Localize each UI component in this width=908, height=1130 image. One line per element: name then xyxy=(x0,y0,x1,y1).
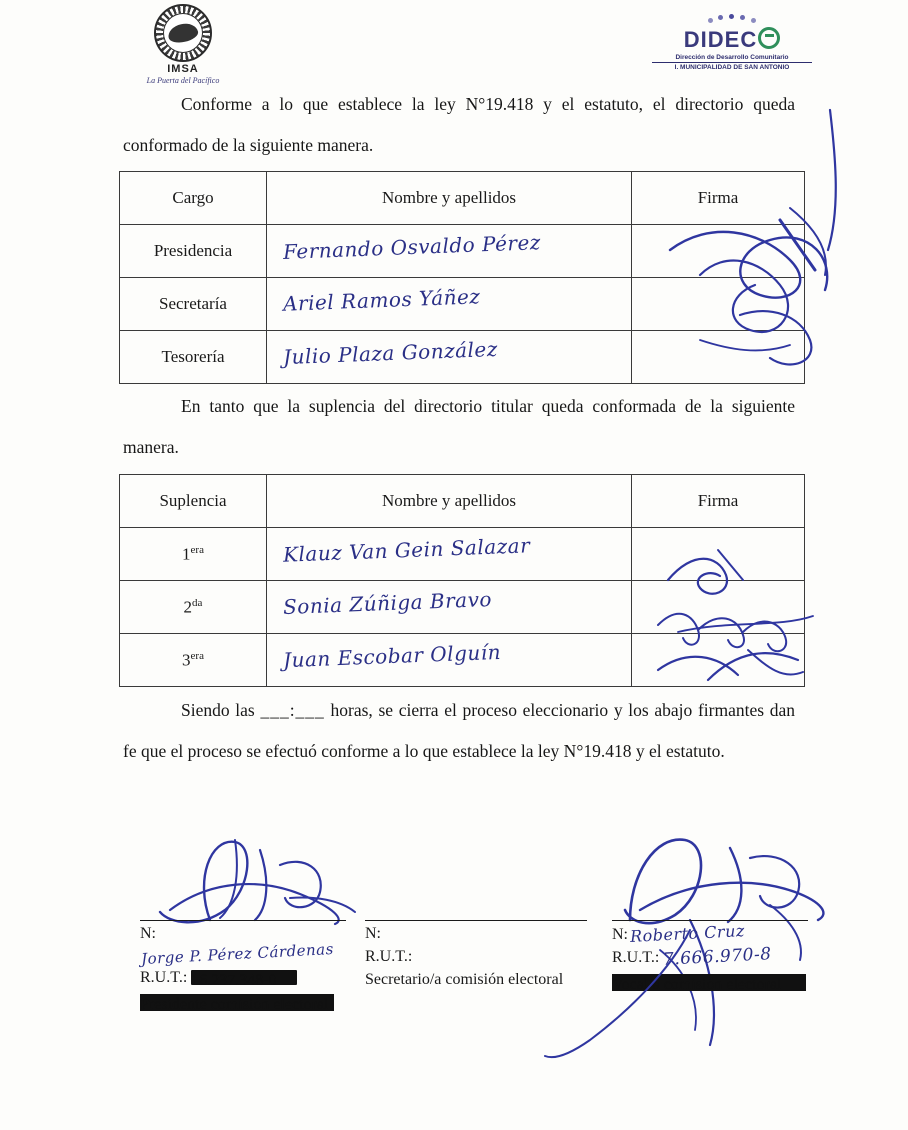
signature-role-row xyxy=(140,988,346,1011)
handwritten-name: Juan Escobar Olguín xyxy=(282,639,502,673)
signature-name-label: N: xyxy=(140,925,156,942)
paragraph-directorio xyxy=(123,84,795,166)
handwritten-signature-name: Roberto Cruz xyxy=(629,921,746,946)
handwritten-name: Fernando Osvaldo Pérez xyxy=(282,230,542,264)
col-header-cargo: Cargo xyxy=(120,172,267,225)
signature-role-row xyxy=(365,967,587,990)
signature-rut-row xyxy=(365,944,587,967)
signature-name-row xyxy=(365,921,587,944)
paragraph-suplencia-text: En tanto que la suplencia del directorio titular queda conformada de la siguiente manera. xyxy=(123,396,795,457)
signature-scribble-presidente xyxy=(140,820,370,930)
cell-nombre xyxy=(267,528,632,581)
table-suplencia xyxy=(119,474,805,687)
paragraph-suplencia xyxy=(123,386,795,468)
imsa-logo xyxy=(128,4,238,85)
table-directorio xyxy=(119,171,805,384)
redacted-role: Presidente comisión electoral xyxy=(140,994,334,1011)
handwritten-name: Julio Plaza González xyxy=(282,336,499,370)
table-row xyxy=(120,581,805,634)
dideco-subtitle-1: Dirección de Desarrollo Comunitario xyxy=(675,54,789,61)
dideco-circle-icon xyxy=(758,27,780,49)
cell-nombre xyxy=(267,225,632,278)
cell-firma xyxy=(632,225,805,278)
table-row xyxy=(120,528,805,581)
signature-role-row xyxy=(612,968,808,991)
cell-firma xyxy=(632,634,805,687)
signature-role-label: Secretario/a comisión electoral xyxy=(365,971,564,988)
dideco-logo xyxy=(652,14,812,71)
cell-nombre xyxy=(267,331,632,384)
signature-block-secretario xyxy=(365,920,587,990)
dideco-subtitle-2: I. MUNICIPALIDAD DE SAN ANTONIO xyxy=(652,62,812,71)
handwritten-rut: 7.666.970-8 xyxy=(662,944,773,970)
signature-block-vocal xyxy=(612,920,808,991)
paragraph-cierre-part2: horas, se cierra el proceso eleccionario y los abajo firmantes dan fe que el proceso se efectuó conforme a lo que establece la ley N°19.418 y el estatuto. xyxy=(123,700,796,761)
signature-name-label: N: xyxy=(365,925,381,942)
cell-firma xyxy=(632,581,805,634)
cell-firma xyxy=(632,331,805,384)
cell-nombre xyxy=(267,634,632,687)
signature-name-row xyxy=(612,921,808,945)
cell-suplencia xyxy=(120,528,267,581)
table-row xyxy=(120,475,805,528)
col-header-firma: Firma xyxy=(632,172,805,225)
cell-cargo: Secretaría xyxy=(120,278,267,331)
cell-cargo: Presidencia xyxy=(120,225,267,278)
handwritten-name: Sonia Zúñiga Bravo xyxy=(282,586,493,620)
cell-nombre xyxy=(267,581,632,634)
col-header-firma: Firma xyxy=(632,475,805,528)
cell-suplencia-number: 1 xyxy=(182,544,191,564)
paragraph-cierre-blank: ___:___ xyxy=(260,700,325,720)
redacted-rut: 16.237.348-0 xyxy=(191,970,297,985)
table-row xyxy=(120,225,805,278)
dideco-dots-icon xyxy=(652,14,812,26)
signature-rut-label: R.U.T.: xyxy=(612,949,660,966)
table-row xyxy=(120,172,805,225)
handwritten-name: Klauz Van Gein Salazar xyxy=(282,533,531,567)
table-row xyxy=(120,278,805,331)
signature-rut-label: R.U.T.: xyxy=(365,948,413,965)
signature-rut-label: R.U.T.: xyxy=(140,969,188,986)
imsa-logo-tagline: La Puerta del Pacífico xyxy=(146,76,220,85)
signature-name-row xyxy=(140,921,346,969)
cell-suplencia-ordinal: era xyxy=(190,543,204,556)
cell-nombre xyxy=(267,278,632,331)
col-header-suplencia: Suplencia xyxy=(120,475,267,528)
paragraph-cierre-part1: Siendo las xyxy=(181,700,255,720)
cell-suplencia xyxy=(120,581,267,634)
cell-suplencia-number: 2 xyxy=(183,597,193,617)
municipal-seal-icon xyxy=(154,4,212,62)
handwritten-name: Ariel Ramos Yáñez xyxy=(282,284,481,316)
cell-suplencia-ordinal: da xyxy=(192,596,203,609)
paragraph-cierre xyxy=(123,690,795,772)
signature-block-presidente xyxy=(140,920,346,1011)
cell-suplencia-ordinal: era xyxy=(190,649,204,662)
cell-cargo: Tesorería xyxy=(120,331,267,384)
cell-firma xyxy=(632,528,805,581)
col-header-nombre: Nombre y apellidos xyxy=(267,172,632,225)
handwritten-signature-name: Jorge P. Pérez Cárdenas xyxy=(140,939,335,969)
dideco-brand-text xyxy=(684,27,780,51)
redacted-role: Vocal/a comisión electoral xyxy=(612,974,806,991)
table-row xyxy=(120,634,805,687)
col-header-nombre: Nombre y apellidos xyxy=(267,475,632,528)
imsa-logo-text: IMSA xyxy=(167,63,199,75)
dideco-brand-label: DIDEC xyxy=(683,27,758,52)
table-row xyxy=(120,331,805,384)
signature-name-label: N: xyxy=(612,926,628,943)
cell-firma xyxy=(632,278,805,331)
signature-rut-row xyxy=(612,945,808,968)
paragraph-directorio-text: Conforme a lo que establece la ley N°19.418 y el estatuto, el directorio queda conformado de la siguiente manera. xyxy=(123,94,795,155)
cell-suplencia xyxy=(120,634,267,687)
cell-suplencia-number: 3 xyxy=(182,650,191,670)
